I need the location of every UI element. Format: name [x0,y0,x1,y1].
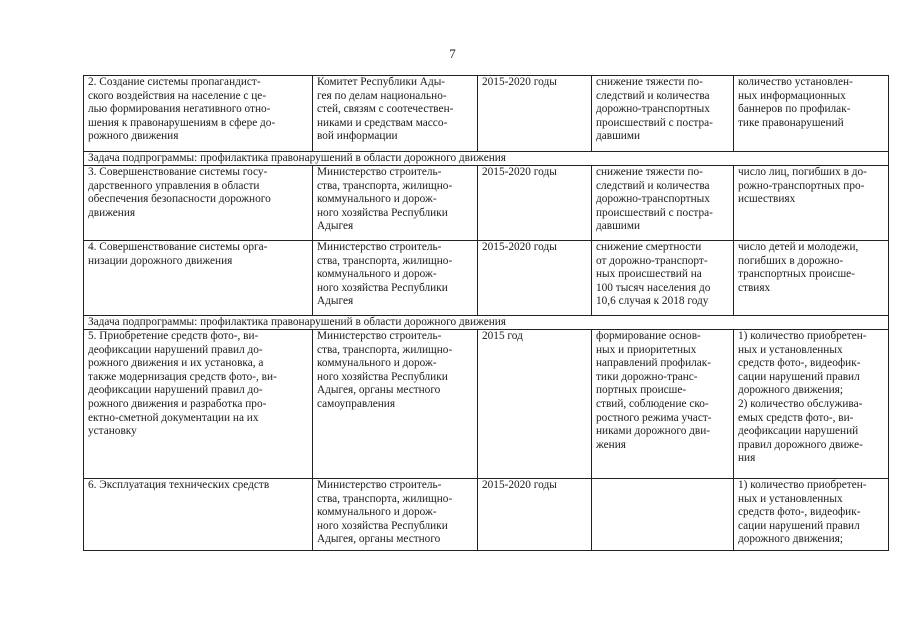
period-cell: 2015-2020 годы [478,166,592,241]
measure-cell: 2. Создание системы пропагандист- ского воздействия на население с це- лью формирования негативного отно- шения к правонарушениям в сфере до- рожного движения [84,76,313,152]
measure-cell: 3. Совершенствование системы госу- дарственного управления в области обеспечения безопасности дорожного движения [84,166,313,241]
table-row [84,479,889,551]
measure-cell: 5. Приобретение средств фото-, ви- деофиксации нарушений правил до- рожного движения и их установка, а также модернизация средств фото-, ви- деофиксации нарушений правил до- рожного движения и разработка про- ектно-сметной документации на их установку [84,330,313,479]
result-cell: формирование основ- ных и приоритетных направлений профилак- тики дорожно-транс- портных происше- ствий, соблюдение ско- ростного режима участ- никами дорожного дви- жения [592,330,734,479]
task-heading: Задача подпрограммы: профилактика правонарушений в области дорожного движения [84,152,889,166]
executor-cell: Министерство строитель- ства, транспорта, жилищно- коммунального и дорож- ного хозяйства Республики Адыгея, органы местного самоуправления [313,330,478,479]
task-row [84,316,889,330]
task-row [84,152,889,166]
executor-cell: Комитет Республики Ады- гея по делам национально- стей, связям с соотечествен- никами и средствам массо- вой информации [313,76,478,152]
indicator-cell: количество установлен- ных информационных баннеров по профилак- тике правонарушений [734,76,889,152]
indicator-cell: число лиц, погибших в до- рожно-транспортных про- исшествиях [734,166,889,241]
period-cell: 2015-2020 годы [478,479,592,551]
page-number: 7 [449,46,456,61]
period-cell: 2015 год [478,330,592,479]
result-cell: снижение тяжести по- следствий и количества дорожно-транспортных происшествий с постра- давшими [592,76,734,152]
result-cell: снижение смертности от дорожно-транспорт- ных происшествий на 100 тысяч населения до 10,6 случая к 2018 году [592,241,734,316]
executor-cell: Министерство строитель- ства, транспорта, жилищно- коммунального и дорож- ного хозяйства Республики Адыгея [313,166,478,241]
measure-cell: 6. Эксплуатация технических средств [84,479,313,551]
table-row [84,166,889,241]
period-cell: 2015-2020 годы [478,76,592,152]
executor-cell: Министерство строитель- ства, транспорта, жилищно- коммунального и дорож- ного хозяйства Республики Адыгея, органы местного [313,479,478,551]
result-cell: снижение тяжести по- следствий и количества дорожно-транспортных происшествий с постра- давшими [592,166,734,241]
indicator-cell: число детей и молодежи, погибших в дорожно- транспортных происше- ствиях [734,241,889,316]
period-cell: 2015-2020 годы [478,241,592,316]
measures-table [83,75,889,551]
table-row [84,330,889,479]
task-heading: Задача подпрограммы: профилактика правонарушений в области дорожного движения [84,316,889,330]
measure-cell: 4. Совершенствование системы орга- низации дорожного движения [84,241,313,316]
executor-cell: Министерство строитель- ства, транспорта, жилищно- коммунального и дорож- ного хозяйства Республики Адыгея [313,241,478,316]
table-row [84,76,889,152]
table-row [84,241,889,316]
indicator-cell: 1) количество приобретен- ных и установленных средств фото-, видеофик- сации нарушений правил дорожного движения; [734,479,889,551]
indicator-cell: 1) количество приобретен- ных и установленных средств фото-, видеофик- сации нарушений правил дорожного движения; 2) количество обслужива- емых средств фото-, ви- деофиксации нарушений правил дорожного движе- ния [734,330,889,479]
result-cell [592,479,734,551]
